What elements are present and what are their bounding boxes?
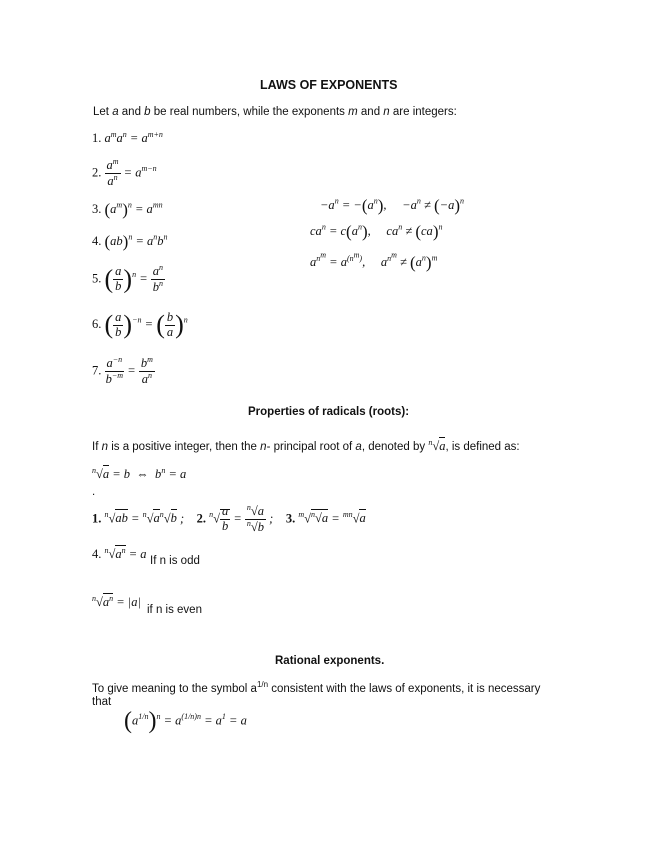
radical-property-4: 4. $^n√a^n = a$ (92, 546, 147, 562)
radical-definition: If n is a positive integer, then the n- principal root of a, denoted by $^n$√a, is defined as: (92, 438, 520, 454)
law-6: 6. ( $\frac{a}{b}$ )$^{-n}$ = ( $\frac{b}{a}$ )$^n$ (92, 309, 188, 339)
rational-heading: Rational exponents. (275, 655, 385, 667)
rational-text-line1: To give meaning to the symbol $a^{1/n}$ consistent with the laws of exponents, it is necessary (92, 680, 541, 695)
odd-condition: If n is odd (150, 555, 200, 567)
radical-even-formula: $^n√a^n = |a|$ (92, 594, 141, 610)
rational-text-line2: that (92, 696, 112, 708)
page-title: LAWS OF EXPONENTS (260, 78, 398, 92)
law-7: 7. $\frac{a^{-n}}{b^{-m}}$ = $\frac{b^m}{a^n}$ (92, 355, 153, 387)
radicals-heading: Properties of radicals (roots): (248, 406, 410, 418)
radical-definition-formula: $^n$√a = b ⇔ $b^n = a$ (92, 466, 187, 482)
comparison-row-3: $a^{n^m} = a^{(n^m)}$, $a^{n^m} \ne (a^n)^m$ (310, 250, 438, 272)
even-condition: if n is even (147, 604, 202, 616)
comparison-row-2: $ca^n = c(a^n)$, $ca^n \ne (ca)^n$ (310, 222, 443, 241)
stray-dot: . (92, 486, 96, 498)
intro-text: Let a and b be real numbers, while the exponents m and n are integers: (93, 106, 457, 118)
law-2: 2. $\frac{a^m}{a^n}$ = $a^{m-n}$ (92, 157, 157, 189)
radical-properties: 1. $^n√ab = ^n√a^n√b$ ; 2. $^n$√ $\frac{a}{b}$ = $\frac{^n√a}{^n√b}$ ; 3. $^m$√$^n$√a = $^{mn}$√a (92, 503, 366, 535)
law-5: 5. ( $\frac{a}{b}$ )$^n$ = $\frac{a^n}{b^n}$ (92, 263, 164, 295)
law-4: 4. $(ab)^n = a^nb^n$ (92, 232, 168, 251)
law-3: 3. $(a^m)^n = a^{mn}$ (92, 200, 163, 219)
law-1: 1. $a^ma^n = a^{m+n}$ (92, 130, 163, 146)
comparison-row-1: $-a^n = -(a^n)$, $-a^n \ne (-a)^n$ (320, 196, 464, 215)
rational-formula: $(a^{1/n})^n = a^{(1/n)n} = a^1 = a$ (124, 708, 247, 734)
